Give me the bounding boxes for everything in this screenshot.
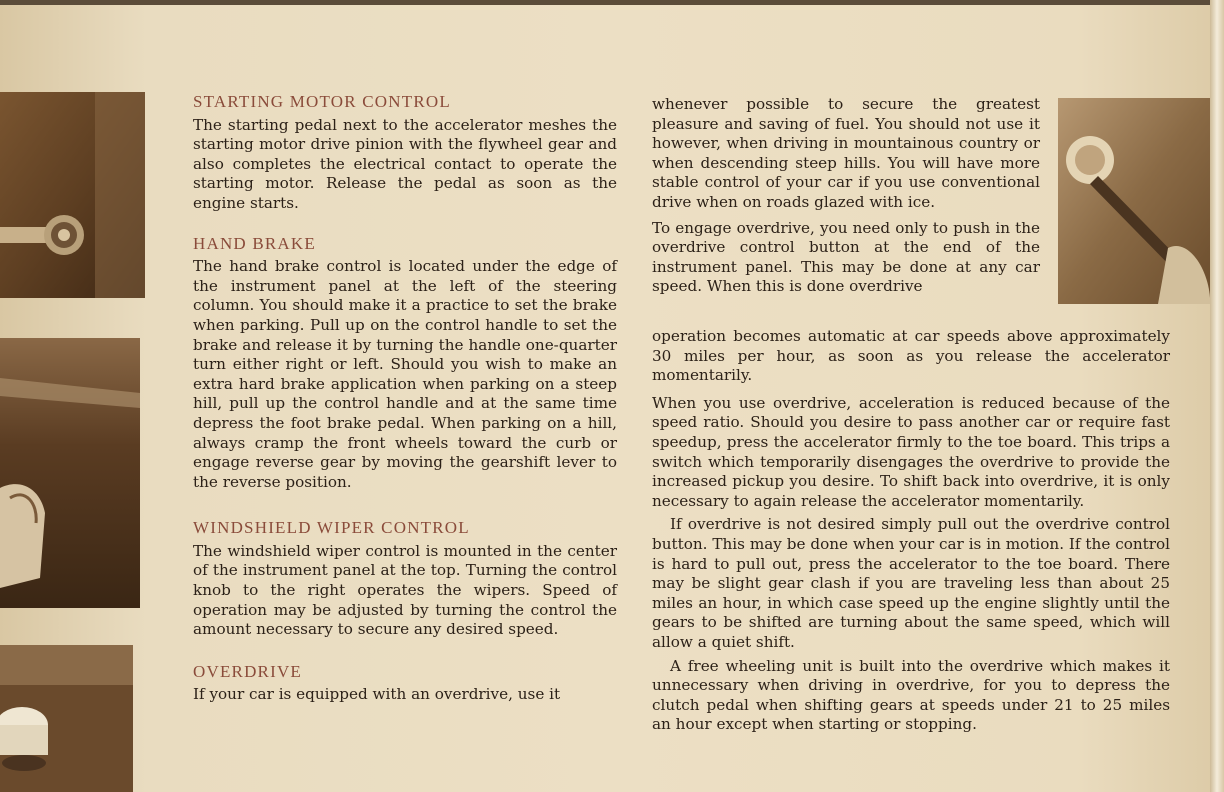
overdrive-paragraph-3: When you use overdrive, acceleration is reduced because of the speed ratio. Should you desire to pass another car or require fast speedup, press the accelerator firmly to the toe board. This trips a switch which temporarily disengages the overdrive to provide the increased pickup you desire. To shift back into overdrive, it is only necessary to again release the accelerator momentarily. [652, 393, 1170, 510]
left-column [193, 92, 617, 705]
body-overdrive-intro: If your car is equipped with an overdrive, use it [193, 685, 561, 704]
section-windshield-wiper [193, 518, 617, 640]
right-column-wrapped [652, 95, 1040, 297]
body-starting-motor: The starting pedal next to the accelerator meshes the starting motor drive pinion with the flywheel gear and also completes the electrical contact to operate the starting motor. Release the pedal as soon as the engine starts. [193, 115, 617, 212]
heading-hand-brake: HAND BRAKE [193, 233, 316, 253]
right-column-full [652, 327, 1170, 735]
page-top-edge [0, 0, 1224, 5]
overdrive-paragraph-2-end: operation becomes automatic at car speeds above approximately 30 miles per hour, as soon as you release the accelerator momentarily. [652, 327, 1170, 385]
body-windshield-wiper: The windshield wiper control is mounted in the center of the instrument panel at the top. Turning the control knob to the right operates the wipers. Speed of operation may be adjusted by turning the control the amount necessary to secure any desired speed. [193, 541, 617, 639]
heading-starting-motor: STARTING MOTOR CONTROL [193, 92, 451, 111]
photo-overdrive-button [1058, 98, 1210, 304]
section-hand-brake [193, 234, 617, 493]
photo-hand-brake [0, 338, 140, 608]
section-overdrive [193, 662, 617, 705]
photo-starting-pedal [0, 92, 145, 298]
overdrive-paragraph-5: A free wheeling unit is built into the overdrive which makes it unnecessary when driving in overdrive, for you to depress the clutch pedal when shifting gears at speeds under 21 to 25 miles an hour except when starting or stopping. [652, 656, 1170, 734]
heading-overdrive: OVERDRIVE [193, 661, 303, 681]
overdrive-paragraph-1: whenever possible to secure the greatest pleasure and saving of fuel. You should not use it however, when driving in mountainous country or when descending steep hills. You will have more stable control of your car if you use conventional drive when on roads glazed with ice. [652, 95, 1040, 211]
photo-wiper-knob [0, 645, 133, 792]
overdrive-paragraph-2-start: To engage overdrive, you need only to push in the overdrive control button at the end of the instrument panel. This may be done at any car speed. When this is done overdrive [652, 218, 1040, 296]
overdrive-paragraph-4: If overdrive is not desired simply pull out the overdrive control button. This may be done when your car is in motion. If the control is hard to pull out, press the accelerator to the toe board. There may be slight gear clash if you are traveling less than about 25 miles an hour, in which case speed up the engine slightly until the gears to be shifted are turning about the same speed, which will allow a quiet shift. [652, 515, 1170, 651]
page-right-edge [1210, 0, 1224, 792]
section-starting-motor [193, 92, 617, 214]
body-hand-brake: The hand brake control is located under the edge of the instrument panel at the left of the steering column. You should make it a practice to set the brake when parking. Pull up on the control handle to set the brake and release it by turning the handle one-quarter turn either right or left. Should you wish to make an extra hard brake application when parking on a steep hill, pull up the control handle and at the same time depress the foot brake pedal. When parking on a hill, always cramp the front wheels toward the curb or engage reverse gear by moving the gearshift lever to the reverse position. [193, 257, 617, 491]
heading-windshield-wiper: WINDSHIELD WIPER CONTROL [193, 518, 470, 538]
